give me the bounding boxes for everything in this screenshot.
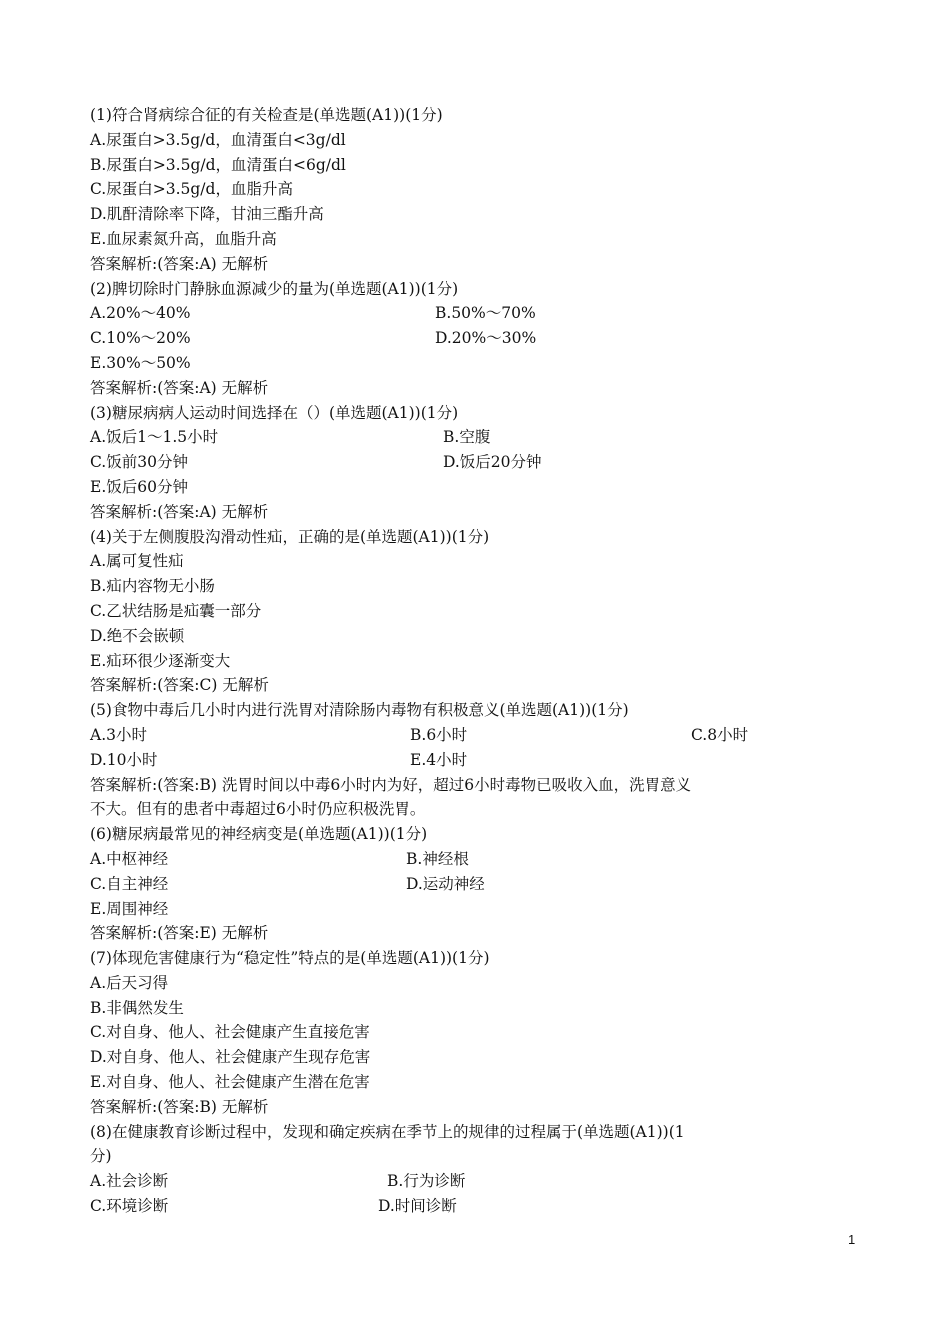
- answer-explanation: 答案解析:(答案:B) 无解析: [90, 1097, 269, 1116]
- option: D.肌酐清除率下降，甘油三酯升高: [90, 205, 324, 224]
- option: D.运动神经: [406, 874, 485, 893]
- option: B.50%～70%: [435, 304, 536, 323]
- option-row: [90, 1169, 880, 1194]
- question-stem: (1)符合肾病综合征的有关检查是(单选题(A1))(1分): [90, 106, 443, 124]
- option: A.尿蛋白>3.5g/d，血清蛋白<3g/dl: [90, 130, 346, 149]
- option: E.饭后60分钟: [90, 477, 188, 496]
- option: B.6小时: [410, 725, 468, 744]
- option: D.饭后20分钟: [443, 453, 542, 472]
- option: C.10%～20%: [90, 329, 191, 348]
- question-stem: (2)脾切除时门静脉血源减少的量为(单选题(A1))(1分): [90, 279, 459, 298]
- question-stem: (4)关于左侧腹股沟滑动性疝，正确的是(单选题(A1))(1分): [90, 527, 490, 546]
- option: E.血尿素氮升高，血脂升高: [90, 229, 277, 248]
- answer-explanation: 答案解析:(答案:A) 无解析: [90, 378, 269, 397]
- option: E.周围神经: [90, 899, 169, 918]
- option: E.对自身、他人、社会健康产生潜在危害: [90, 1073, 370, 1092]
- answer-explanation: 答案解析:(答案:A) 无解析: [90, 502, 269, 521]
- option: D.10小时: [90, 750, 158, 769]
- answer-explanation: 答案解析:(答案:B) 洗胃时间以中毒6小时内为好，超过6小时毒物已吸收入血，洗胃意义: [90, 775, 692, 794]
- option: C.乙状结肠是疝囊一部分: [90, 601, 262, 620]
- option: E.30%～50%: [90, 353, 191, 372]
- page-number: 1: [848, 1232, 856, 1247]
- option: C.饭前30分钟: [90, 453, 188, 472]
- question-stem: (7)体现危害健康行为“稳定性”特点的是(单选题(A1))(1分): [90, 949, 490, 968]
- option: E.疝环很少逐渐变大: [90, 651, 231, 670]
- option: A.20%～40%: [90, 304, 191, 323]
- option: B.神经根: [406, 849, 469, 868]
- answer-explanation-continued: 不大。但有的患者中毒超过6小时仍应积极洗胃。: [90, 800, 426, 819]
- answer-explanation: 答案解析:(答案:A) 无解析: [90, 254, 269, 273]
- option: C.对自身、他人、社会健康产生直接危害: [90, 1023, 370, 1042]
- question-stem: (6)糖尿病最常见的神经病变是(单选题(A1))(1分): [90, 825, 428, 844]
- question-stem: (8)在健康教育诊断过程中，发现和确定疾病在季节上的规律的过程属于(单选题(A1))(1: [90, 1122, 685, 1141]
- question-stem: (3)糖尿病病人运动时间选择在（）(单选题(A1))(1分): [90, 403, 459, 422]
- question-stem: (5)食物中毒后几小时内进行洗胃对清除肠内毒物有积极意义(单选题(A1))(1分): [90, 701, 629, 720]
- answer-explanation: 答案解析:(答案:C) 无解析: [90, 676, 269, 695]
- option-row: [90, 1194, 880, 1219]
- option-row: [90, 425, 880, 450]
- option: C.8小时: [691, 725, 749, 744]
- option-row: [90, 748, 880, 773]
- option: A.社会诊断: [90, 1172, 169, 1191]
- option-row: [90, 301, 880, 326]
- option: A.后天习得: [90, 973, 169, 992]
- question-list: [90, 103, 880, 1219]
- option: C.尿蛋白>3.5g/d，血脂升高: [90, 180, 293, 199]
- option: B.非偶然发生: [90, 998, 184, 1017]
- option-row: [90, 872, 880, 897]
- option: A.中枢神经: [90, 849, 169, 868]
- option-row: [90, 847, 880, 872]
- option: B.尿蛋白>3.5g/d，血清蛋白<6g/dl: [90, 155, 346, 174]
- option: B.行为诊断: [387, 1172, 466, 1191]
- option-row: [90, 450, 880, 475]
- option: B.空腹: [443, 428, 491, 447]
- question-stem-continued: 分): [90, 1147, 112, 1166]
- option: C.环境诊断: [90, 1197, 169, 1216]
- option: B.疝内容物无小肠: [90, 577, 215, 596]
- option: D.绝不会嵌顿: [90, 626, 185, 645]
- option: D.对自身、他人、社会健康产生现存危害: [90, 1048, 371, 1067]
- option: A.属可复性疝: [90, 552, 184, 571]
- option: A.饭后1～1.5小时: [90, 428, 219, 447]
- option-row: [90, 723, 880, 748]
- option-row: [90, 326, 880, 351]
- option: D.20%～30%: [435, 329, 537, 348]
- option: C.自主神经: [90, 874, 169, 893]
- option: A.3小时: [90, 725, 147, 744]
- answer-explanation: 答案解析:(答案:E) 无解析: [90, 924, 269, 943]
- option: E.4小时: [410, 750, 468, 769]
- option: D.时间诊断: [378, 1197, 457, 1216]
